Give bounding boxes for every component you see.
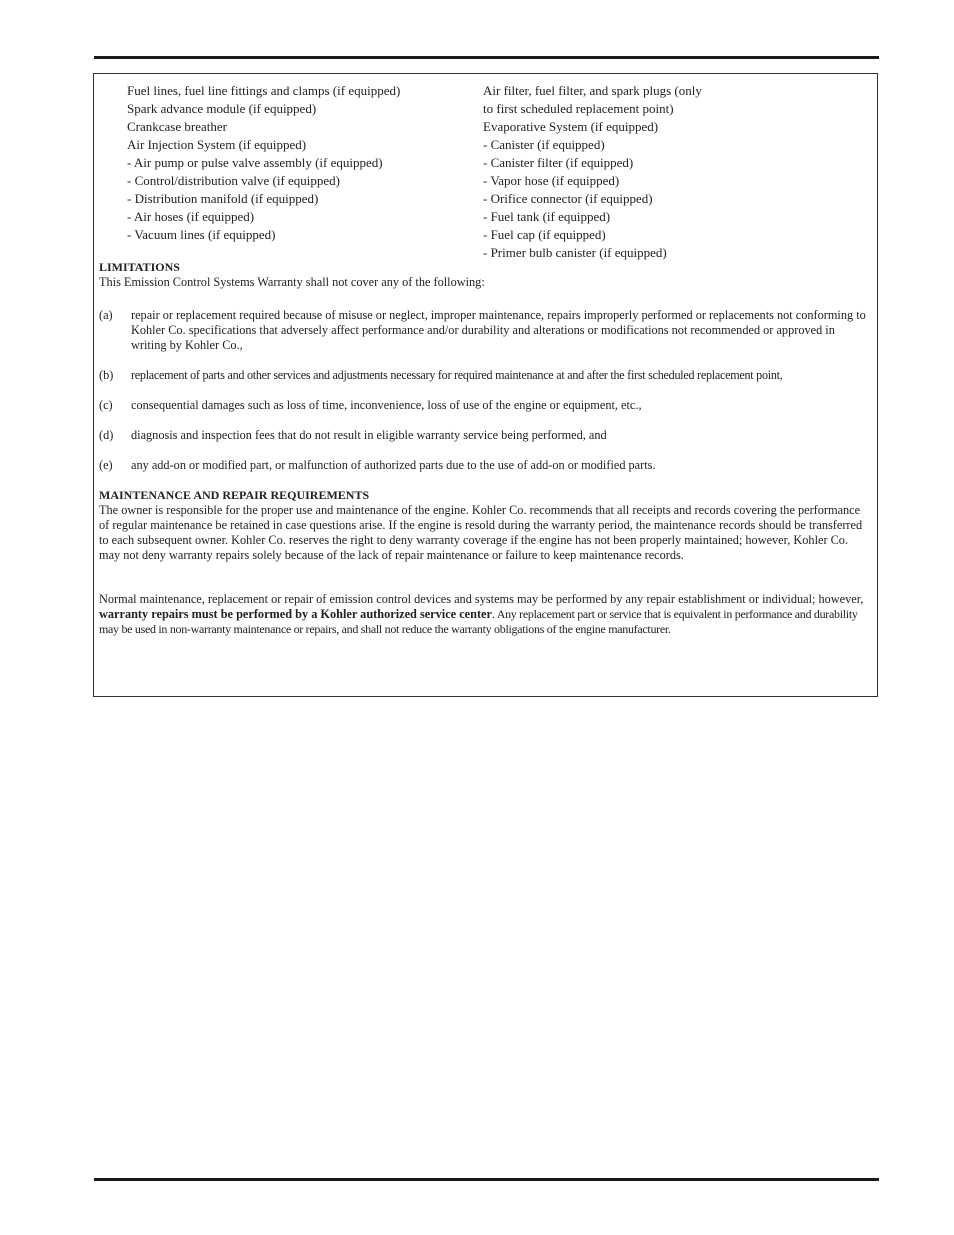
bottom-rule: [94, 1178, 879, 1181]
list-item: - Air hoses (if equipped): [127, 209, 255, 224]
list-item: Air Injection System (if equipped): [127, 137, 307, 152]
item-label: (d): [99, 428, 114, 442]
list-item: - Fuel cap (if equipped): [483, 227, 606, 242]
list-item: Fuel lines, fuel line fittings and clamps (if equipped): [127, 83, 401, 98]
list-item: - Canister filter (if equipped): [483, 155, 634, 170]
list-item: - Distribution manifold (if equipped): [127, 191, 319, 206]
warranty-box: [93, 73, 878, 697]
list-item: - Control/distribution valve (if equipped): [127, 173, 341, 188]
covered-parts-right: [483, 82, 702, 262]
list-item: - Orifice connector (if equipped): [483, 191, 653, 206]
list-item: - Air pump or pulse valve assembly (if equipped): [127, 155, 383, 170]
covered-parts-left: [127, 82, 400, 244]
maintenance-heading: MAINTENANCE AND REPAIR REQUIREMENTS: [99, 488, 370, 502]
maintenance-paragraph-2: [99, 592, 871, 637]
list-item: Air filter, fuel filter, and spark plugs (only: [483, 83, 702, 98]
limitation-item-c: [99, 398, 871, 413]
limitations-intro: This Emission Control Systems Warranty shall not cover any of the following:: [99, 275, 485, 289]
item-text: any add-on or modified part, or malfunction of authorized parts due to the use of add-on or modified parts.: [131, 458, 656, 472]
maintenance-paragraph-1: The owner is responsible for the proper use and maintenance of the engine. Kohler Co. recommends that all receipts and records covering the performance of regular maintenance be retained in case questions arise. If the engine is resold during the warranty period, the maintenance records should be transferred to each subsequent owner. Kohler Co. reserves the right to deny warranty coverage if the engine has not been properly maintained; however, Kohler Co. may not deny warranty repairs solely because of the lack of repair maintenance or failure to keep maintenance records.: [99, 503, 863, 562]
list-item: to first scheduled replacement point): [483, 101, 674, 116]
list-item: - Primer bulb canister (if equipped): [483, 245, 667, 260]
item-text: consequential damages such as loss of time, inconvenience, loss of use of the engine or equipment, etc.,: [131, 398, 642, 412]
list-item: Crankcase breather: [127, 119, 227, 134]
paragraph-text: Normal maintenance, replacement or repair of emission control devices and systems may be performed by any repair establishment or individual; however,: [99, 592, 864, 606]
item-text: repair or replacement required because of misuse or neglect, improper maintenance, repairs improperly performed or replacements not conforming to Kohler Co. specifications that adversely affect performance and/or durability and alterations or modifications not recommended or approved in writing by Kohler Co.,: [131, 308, 866, 352]
limitation-item-b: [99, 368, 871, 383]
item-text: replacement of parts and other services and adjustments necessary for required maintenance at and after the first scheduled replacement point,: [131, 368, 783, 382]
limitation-item-a: [99, 308, 871, 353]
list-item: - Vapor hose (if equipped): [483, 173, 620, 188]
list-item: - Fuel tank (if equipped): [483, 209, 611, 224]
list-item: - Canister (if equipped): [483, 137, 605, 152]
item-text: diagnosis and inspection fees that do not result in eligible warranty service being performed, and: [131, 428, 607, 442]
list-item: - Vacuum lines (if equipped): [127, 227, 276, 242]
limitations-heading: LIMITATIONS: [99, 260, 180, 274]
list-item: Spark advance module (if equipped): [127, 101, 317, 116]
list-item: Evaporative System (if equipped): [483, 119, 659, 134]
paragraph-text: . Any replacement part or service that is equivalent in performance and durability may be used in non-warranty maintenance or repairs, and shall not reduce the warranty obligations of the engine manufacturer.: [99, 607, 858, 636]
top-rule: [94, 56, 879, 59]
item-label: (b): [99, 368, 114, 382]
item-label: (c): [99, 398, 113, 412]
limitation-item-e: [99, 458, 871, 473]
emphasis-text: warranty repairs must be performed by a Kohler authorized service center: [99, 607, 492, 621]
limitation-item-d: [99, 428, 871, 443]
item-label: (e): [99, 458, 113, 472]
item-label: (a): [99, 308, 113, 322]
